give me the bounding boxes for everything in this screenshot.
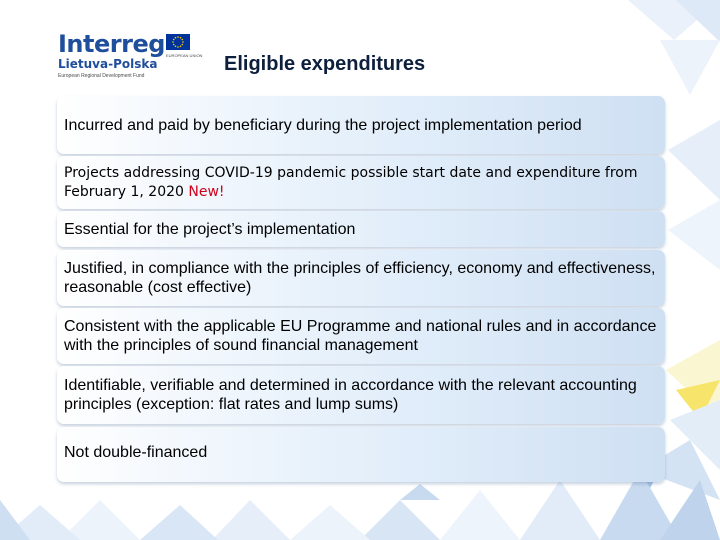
logo-wordmark: Interreg: [58, 30, 165, 58]
list-item-body: Projects addressing COVID-19 pandemic possible start date and expenditure from February 1, 2020: [64, 164, 638, 200]
eu-label: EUROPEAN UNION: [166, 53, 203, 58]
list-item: [57, 427, 665, 482]
page-title: Eligible expenditures: [224, 53, 426, 75]
list-item-text: Justified, in compliance with the principles of efficiency, economy and effectiveness, reasonable (cost effective): [64, 260, 656, 296]
list-item-text: [64, 164, 657, 202]
list-item: [57, 156, 665, 209]
eu-flag-icon: [166, 34, 190, 50]
logo-fund-name: European Regional Development Fund: [58, 73, 145, 79]
list-item-text: Not double-financed: [64, 444, 208, 461]
list-item-text: Identifiable, verifiable and determined in accordance with the relevant accounting principles (exception: flat rates and lump sums): [64, 377, 637, 413]
interreg-logo: [58, 30, 203, 82]
list-item: [57, 211, 665, 247]
list-item-text: Consistent with the applicable EU Programme and national rules and in accordance with the principles of sound financial management: [64, 318, 657, 354]
new-badge: New!: [188, 183, 225, 200]
list-item: [57, 250, 665, 306]
list-item-text: Incurred and paid by beneficiary during the project implementation period: [64, 116, 582, 134]
list-item-text: Essential for the project’s implementation: [64, 220, 356, 238]
logo-program-name: Lietuva-Polska: [58, 57, 158, 71]
list-item: [57, 96, 665, 154]
list-item: [57, 308, 665, 364]
list-item: [57, 366, 665, 424]
